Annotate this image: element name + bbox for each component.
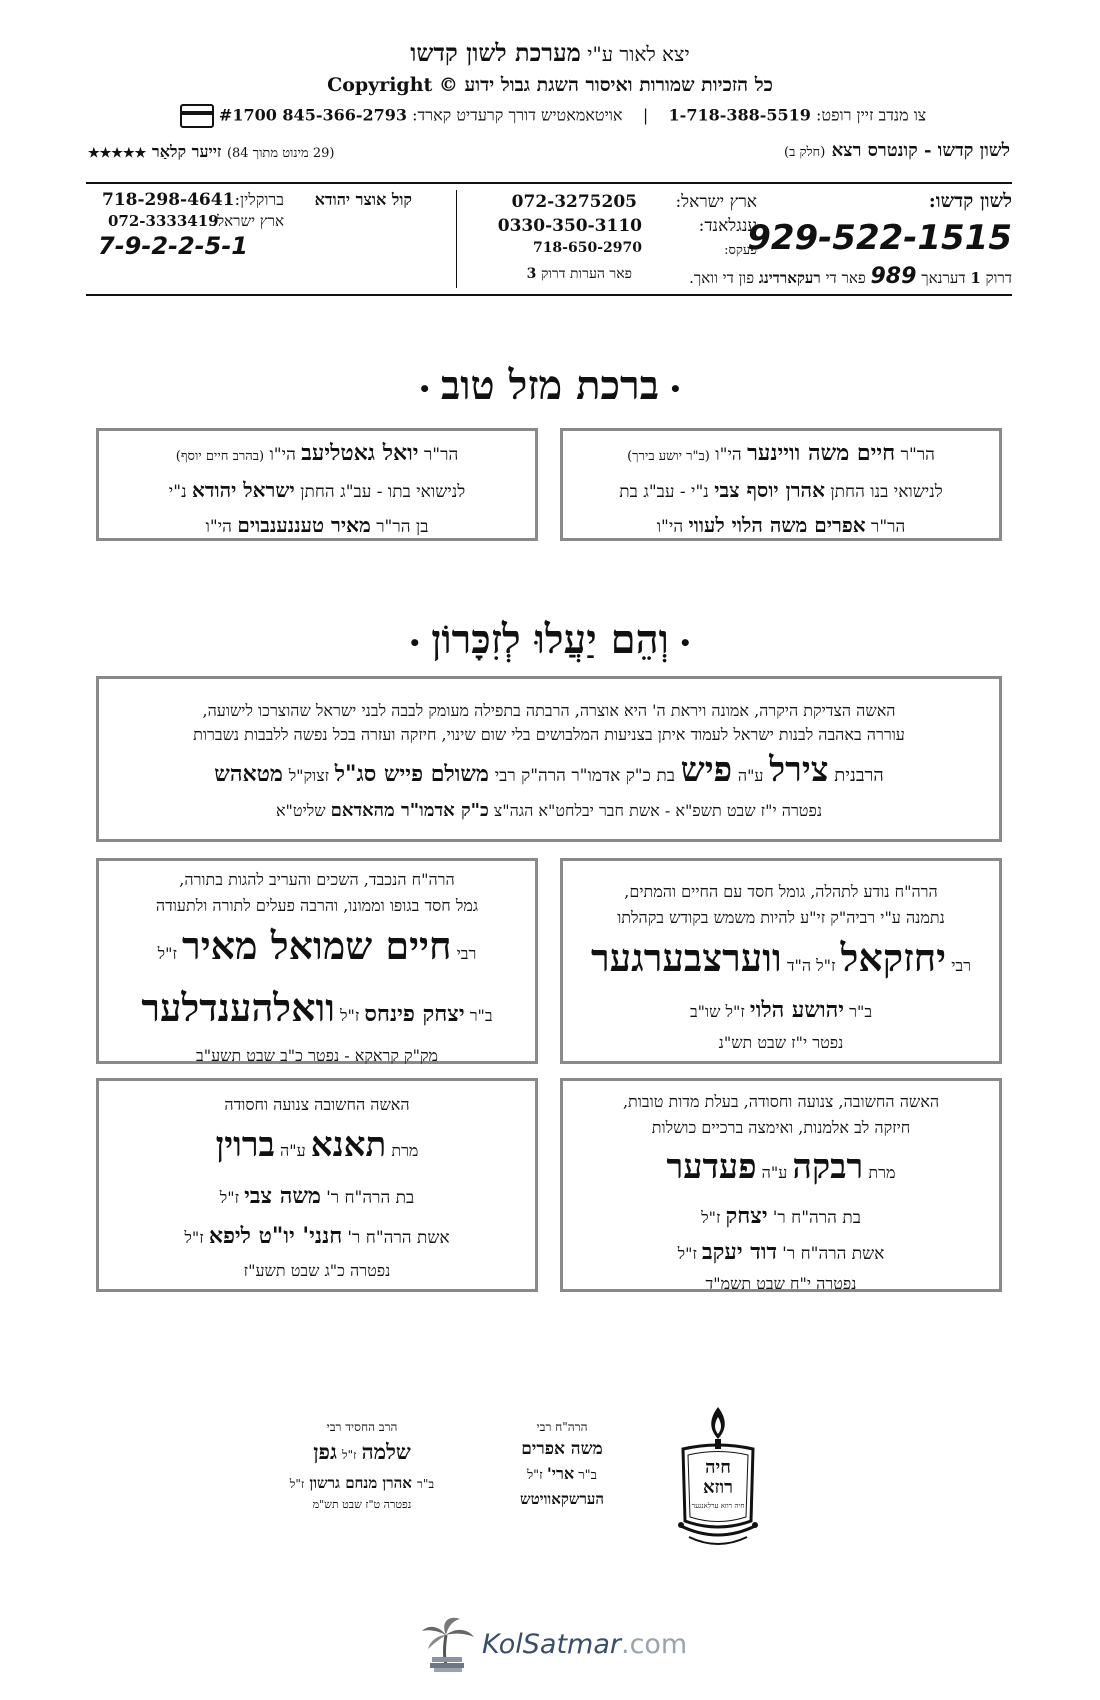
print-tail-pre: פאר די [825, 269, 866, 287]
mem-text: הרה"ח הנכבד, השכים והעריב להגות בתורה, [179, 870, 455, 889]
mem-text: זצוק"ל [288, 766, 330, 785]
mem-text: רבי [951, 956, 971, 975]
mem-father-line [563, 1199, 999, 1235]
mem-husband-line [99, 1217, 535, 1257]
brand-tld: .com [620, 1629, 688, 1660]
mem-name: יצחק [725, 1203, 768, 1229]
mem-text: נתמנה ע"י רביה"ק זי"ע להיות משמש בקודש בקהלתו [617, 908, 945, 927]
mem-name: ברוין [215, 1125, 275, 1165]
palm-tree-icon [420, 1615, 476, 1673]
mt-name: ישראל יהודא [192, 478, 295, 502]
notes-line [527, 266, 632, 283]
print-code: 989 [870, 264, 917, 289]
foot-name: הערשקאוויטש [519, 1490, 605, 1508]
mt-text: לנישואי בנו החתן [830, 482, 943, 502]
foot-name: ארי' [546, 1464, 575, 1483]
series-title [784, 140, 1010, 161]
phone-line: צו מנדב זיין רופט: 1-718-388-5519 | אויטאמאטיש דורך קרעדיט קארד: 845-366-2793 #1700 [0, 104, 1100, 128]
mem-name: יהושע הלוי [749, 997, 845, 1023]
foot-name: גפן [313, 1439, 337, 1464]
mem-text: עוררה באהבה לבנות ישראל לעמוד איתן בצניעות המלבושים בלי שום שינוי, חיזקה ועזרה בכל נפשה ללבבות נשברות [193, 725, 905, 744]
mem-text: בת הרה"ח ר' [326, 1188, 415, 1208]
footer-memorial-left [262, 1418, 462, 1514]
mem-text: נפטרה י"ח שבט תשמ"ד [705, 1274, 857, 1293]
series-title-text: לשון קדשו - קונטרס רצא [831, 140, 1010, 161]
mem-text: ז"ל [701, 1208, 721, 1227]
divider [456, 190, 457, 288]
mem-text: ז"ל [219, 1188, 240, 1207]
credit-label: אויטאמאטיש דורך קרעדיט קארד: [412, 105, 623, 125]
foot-name-line [262, 1436, 462, 1471]
mt-text: בן הר"ר [376, 517, 429, 537]
foot-name: שלמה [361, 1439, 411, 1464]
foot-text: הרב החסיד רבי [326, 1420, 398, 1434]
ko-brooklyn-label: ברוקלין: [234, 190, 284, 209]
mazel-tov-title [0, 362, 1100, 409]
mt-text: לנישואי בתו - עב"ג החתן [300, 482, 466, 502]
credit-phone-link[interactable]: 845-366-2793 #1700 [218, 105, 408, 125]
foot-text: ז"ל [342, 1448, 357, 1462]
lk-israel-label: ארץ ישראל: [675, 192, 757, 212]
mem-wide-name-line [99, 747, 999, 799]
mem-name: משולם פייש סג"ל [334, 761, 489, 787]
memorial-title [0, 616, 1100, 663]
bullet-icon: • [678, 631, 692, 655]
foot-text: נפטרה ט"ז שבט תש"מ [312, 1498, 412, 1511]
series-part: (חלק ב) [784, 145, 826, 160]
lamp-caption: חיה רוזא ערלאנגער [691, 1502, 745, 1510]
mem-name-line [99, 1119, 535, 1177]
print-mid: דערנאך [921, 269, 966, 287]
mt-left-line2 [99, 473, 535, 509]
mem-name-line [563, 1141, 999, 1199]
listen-phone-link[interactable]: 1-718-388-5519 [668, 105, 811, 125]
memorial-box-feder [560, 1078, 1002, 1292]
lk-label: לשון קדשו: [928, 190, 1012, 212]
mem-name-line [563, 931, 999, 993]
mem-name: כ"ק אדמו"ר מהאדאם [330, 800, 489, 821]
lk-israel-phone[interactable]: 072-3275205 [511, 192, 637, 212]
mem-text: ע"ה [280, 1141, 306, 1160]
footer-memorial-middle [492, 1418, 632, 1510]
foot-text: ז"ל [289, 1477, 305, 1491]
mem-text: אשת הרה"ח ר' [782, 1244, 885, 1264]
mem-name: פעדער [666, 1147, 757, 1187]
mt-name: יואל גאטליעב [301, 440, 419, 466]
mem-text: נפטרה כ"ג שבט תשע"ז [243, 1261, 391, 1280]
memorial-box-broin [96, 1078, 538, 1292]
mem-name: דוד יעקב [702, 1239, 778, 1265]
foot-father-line [492, 1462, 632, 1488]
mem-name: חיים שמואל מאיר [182, 923, 452, 968]
mt-right-line2 [563, 473, 999, 509]
mem-text: חיזקה לב אלמנות, ואימצה ברכיים כושלות [651, 1118, 911, 1137]
foot-name: משה אפרים [521, 1439, 603, 1459]
print-prefix: דרוק [985, 269, 1012, 287]
ko-israel-label: ארץ ישראל: [212, 212, 284, 230]
ko-israel-phone[interactable]: 072-3333419 [108, 212, 219, 230]
mem-name: צירל [769, 750, 829, 790]
mt-text: הי"ו [715, 445, 742, 465]
memorial-wide-box [96, 676, 1002, 842]
mem-name: יחזקאל [840, 935, 947, 980]
mem-text: ז"ל [157, 944, 177, 963]
mem-name: משה צבי [244, 1183, 321, 1209]
mem-text: הרבנית [834, 765, 884, 786]
print-tail-post: פון די וואך. [689, 269, 755, 287]
brand-name: KolSatmar [482, 1629, 621, 1660]
mem-text: ז"ל [340, 1006, 360, 1025]
mem-text: בת כ"ק אדמו"ר הרה"ק רבי [494, 766, 675, 786]
mt-name: אהרן יוסף צבי [714, 478, 825, 502]
rating [88, 142, 334, 162]
mt-note: (ב"ר יושע בירך) [627, 449, 710, 464]
publisher-prefix: יצא לאור ע"י [587, 42, 690, 66]
mem-name: מטאהש [214, 761, 283, 787]
mt-note: (בהרב חיים יוסף) [175, 449, 265, 464]
lk-fax-phone[interactable]: 718-650-2970 [532, 240, 642, 256]
mem-father-line [563, 993, 999, 1029]
lk-england-label: ענגלאנד: [698, 216, 757, 236]
mem-name: פיש [680, 750, 733, 790]
bullet-icon: • [668, 377, 682, 401]
publisher-name: מערכת לשון קדשו [410, 38, 581, 67]
mem-text: גמל חסד בגופו וממונו, והרבה פעלים לתורה ולתעודה [155, 896, 479, 915]
mem-father-line [99, 1177, 535, 1217]
lk-fax-label: פעקס: [724, 243, 757, 258]
mem-text: ע"ה [737, 766, 764, 785]
foot-text: ב"ר [578, 1468, 597, 1483]
mem-text: ע"ה [761, 1163, 788, 1182]
mt-text: הר"ר [900, 445, 935, 465]
mem-text: שליט"א [275, 801, 326, 820]
mem-text: ז"ל שו"ב [689, 1002, 745, 1021]
listen-label: צו מנדב זיין רופט: [816, 105, 927, 125]
foot-text: ז"ל [527, 1468, 543, 1483]
mem-name: יצחק פינחס [364, 1001, 465, 1027]
foot-name: אהרן מנחם גרשון [309, 1474, 412, 1492]
mem-text: מרת [868, 1163, 896, 1182]
brand-text [482, 1629, 687, 1660]
mem-wide-line4 [99, 799, 999, 823]
ko-code[interactable]: 7-9-2-2-5-1 [98, 232, 248, 260]
bullet-icon: • [418, 377, 432, 401]
mem-text: האשה החשובה צנועה וחסודה [224, 1095, 410, 1114]
mt-text: הר"ר [423, 445, 459, 465]
mem-text: האשה הצדיקת היקרה, אמונה ויראת ה' היא אוצרה, הרבתה בתפילה מעומק לבבה לבני ישראל שהוצרכו לישועה, [202, 701, 896, 720]
mem-father-line [99, 981, 535, 1043]
credit-card-icon [180, 104, 214, 128]
notes-num: 3 [526, 266, 537, 282]
mem-text: ז"ל ה"ד [786, 956, 836, 975]
mt-right-line1 [563, 437, 999, 473]
kolsatmar-logo[interactable] [420, 1615, 700, 1675]
foot-text: ב"ר [416, 1477, 435, 1491]
mem-name: חנני' יו"ט ליפא [208, 1223, 343, 1249]
bullet-icon: • [408, 631, 422, 655]
mem-text: ז"ל [184, 1228, 204, 1247]
lk-england-phone[interactable]: 0330-350-3110 [497, 216, 642, 236]
mem-name-line [99, 919, 535, 981]
mt-text: הי"ו [656, 517, 684, 537]
mt-text: הר"ר [870, 517, 906, 537]
mem-text: ב"ר [469, 1006, 493, 1025]
mem-text: מק"ק קראקא - נפטר כ"ב שבט תשע"ב [196, 1046, 438, 1065]
lk-main-phone[interactable]: 929-522-1515 [747, 218, 1012, 258]
memorial-title-text: וְהֵם יַעֲלוּ לְזִכָּרוֹן [431, 616, 669, 663]
mem-text: בת הרה"ח ר' [772, 1208, 861, 1228]
mt-text: נ"י - עב"ג בת [619, 482, 709, 502]
notes-text: פאר הערות דרוק [540, 266, 632, 282]
mt-name: אפרים משה הלוי לעווי [688, 513, 866, 537]
mazel-tov-right-box [560, 428, 1002, 541]
print-tail-bold: רעקארדינג [758, 269, 821, 287]
ko-brooklyn-phone[interactable]: 718-298-4641 [102, 190, 235, 210]
ko-label: קול אוצר יהודא [314, 190, 412, 209]
memorial-box-werzberger [560, 858, 1002, 1064]
mt-right-line3 [563, 509, 999, 543]
mem-name: וואלהענדלער [141, 985, 335, 1030]
mt-left-line3 [99, 509, 535, 543]
mem-text: נפטרה י"ז שבט תשפ"א - אשת חבר יבלחט"א הגה"צ [493, 801, 823, 820]
mem-text: ב"ר [849, 1002, 873, 1021]
lamp-name-bottom: רוזא [702, 1477, 734, 1498]
publisher-line [0, 38, 1100, 68]
mazel-tov-title-text: ברכת מזל טוב [441, 362, 659, 409]
mem-text: רבי [456, 944, 477, 963]
mt-name: חיים משה וויינער [747, 440, 896, 466]
lamp-name-top: חיה [705, 1457, 731, 1478]
foot-father-line [262, 1471, 462, 1496]
mem-name: ווערצבערגער [591, 935, 782, 980]
mem-name: רבקה [792, 1147, 864, 1187]
rating-name: זייער קלאַר [151, 142, 222, 161]
rating-stars-icon: ★★★★★ [88, 146, 147, 161]
mem-text: אשת הרה"ח ר' [347, 1228, 450, 1248]
mt-text: הי"ו [205, 517, 232, 537]
print-num: 1 [970, 269, 981, 287]
mem-text: הרה"ח נודע לתהלה, גומל חסד עם החיים והמתים, [624, 882, 938, 901]
mem-text: ז"ל [677, 1244, 697, 1263]
mem-name: תאנא [310, 1125, 387, 1165]
print-instructions [689, 264, 1012, 289]
mt-name: מאיר טעננענבוים [237, 513, 371, 537]
rating-minutes: (29 מינוט מתוך 84) [226, 146, 335, 161]
mem-text: מרת [391, 1141, 419, 1160]
mem-husband-line [563, 1235, 999, 1271]
mt-text: הי"ו [269, 445, 296, 465]
memorial-box-wolhendler [96, 858, 538, 1064]
mem-text: נפטר י"ז שבט תש"נ [718, 1033, 844, 1052]
mt-text: נ"י [168, 482, 187, 502]
contact-info-box [86, 182, 1012, 296]
mt-left-line1 [99, 437, 535, 473]
copyright-line: כל הזכיות שמורות ואיסור השגת גבול ידוע © Copyright [327, 74, 773, 96]
mem-text: האשה החשובה, צנועה וחסודה, בעלת מדות טובות, [622, 1092, 940, 1111]
foot-text: הרה"ח רבי [536, 1420, 588, 1434]
mazel-tov-left-box [96, 428, 538, 541]
